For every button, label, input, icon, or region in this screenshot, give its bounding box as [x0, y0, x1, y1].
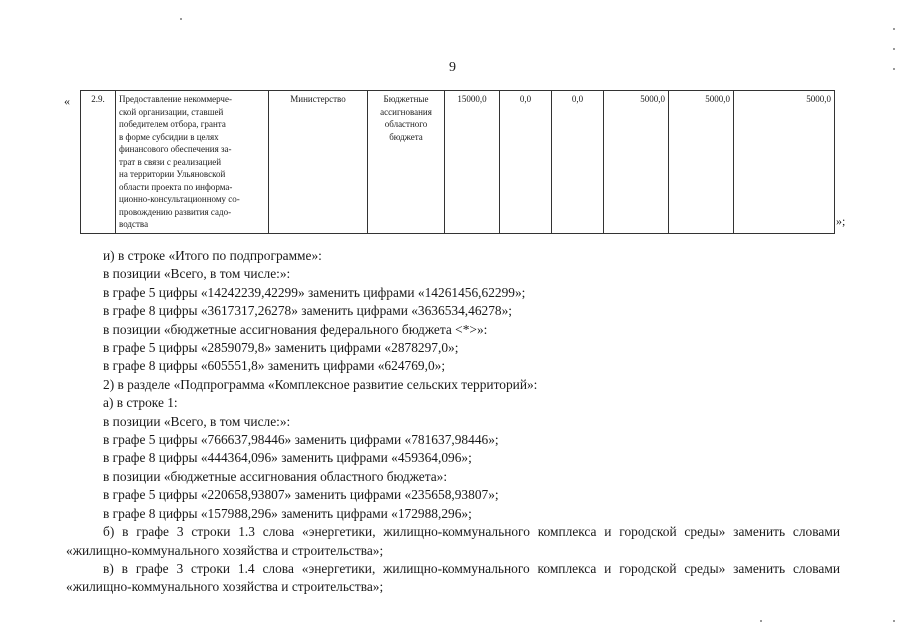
text-line: в графе 5 цифры «766637,98446» заменить цифрами «781637,98446»; — [103, 432, 499, 448]
document-body — [66, 247, 840, 597]
text-line: в графе 5 цифры «14242239,42299» заменить цифрами «14261456,62299»; — [103, 284, 526, 300]
scan-speck — [893, 28, 895, 30]
desc-line: в форме субсидии в целях — [119, 131, 219, 142]
scan-speck — [893, 620, 895, 622]
text-line: в позиции «Всего, в том числе:»: — [103, 413, 291, 429]
cell-value-3: 0,0 — [552, 91, 604, 234]
cell-executor: Министерство — [269, 91, 368, 234]
text-line: в позиции «бюджетные ассигнования областного бюджета»: — [103, 468, 448, 484]
text-line: 2) в разделе «Подпрограмма «Комплексное развитие сельских территорий»: — [103, 376, 538, 392]
text-line: в позиции «бюджетные ассигнования федерального бюджета <*>»: — [103, 321, 488, 337]
quote-open: « — [64, 94, 70, 108]
desc-line: Предоставление некоммерче- — [119, 94, 232, 104]
cell-description — [116, 91, 269, 234]
text-line: в графе 5 цифры «220658,93807» заменить цифрами «235658,93807»; — [103, 487, 499, 503]
desc-line: трат в связи с реализацией — [119, 156, 222, 167]
desc-line: ской организации, ставшей — [119, 106, 224, 117]
cell-value-5: 5000,0 — [669, 91, 734, 234]
desc-line: финансового обеспечения за- — [119, 144, 232, 154]
cell-value-6: 5000,0 — [734, 91, 835, 234]
text-line: в графе 8 цифры «157988,296» заменить цифрами «172988,296»; — [103, 505, 472, 521]
desc-line: водства — [119, 219, 149, 229]
desc-line: провождению развития садо- — [119, 206, 232, 217]
table-row — [81, 91, 835, 234]
scan-speck — [760, 620, 762, 622]
scan-speck — [180, 18, 182, 20]
text-line: в графе 8 цифры «605551,8» заменить цифрами «624769,0»; — [103, 358, 446, 374]
scan-speck — [893, 68, 895, 70]
text-line: в графе 8 цифры «444364,096» заменить цифрами «459364,096»; — [103, 450, 472, 466]
text-line: в позиции «Всего, в том числе:»: — [103, 266, 291, 282]
amendment-table — [80, 90, 835, 234]
cell-value-4: 5000,0 — [604, 91, 669, 234]
text-line: в графе 5 цифры «2859079,8» заменить цифрами «2878297,0»; — [103, 340, 459, 356]
page-number: 9 — [449, 60, 456, 75]
desc-line: ционно-консультационному со- — [119, 194, 240, 204]
desc-line: области проекта по информа- — [119, 181, 233, 192]
text-line: а) в строке 1: — [103, 395, 178, 411]
desc-line: победителем отбора, гранта — [119, 119, 226, 129]
desc-line: на территории Ульяновской — [119, 169, 226, 179]
quote-close: »; — [836, 214, 846, 228]
text-line: и) в строке «Итого по подпрограмме»: — [103, 248, 322, 263]
scan-speck — [893, 48, 895, 50]
cell-number: 2.9. — [81, 91, 116, 234]
cell-value-2: 0,0 — [500, 91, 552, 234]
cell-funding-source: Бюджетные ассигнования областного бюджета — [368, 91, 445, 234]
cell-total: 15000,0 — [445, 91, 500, 234]
text-paragraph: в) в графе 3 строки 1.4 слова «энергетики, жилищно-коммунального комплекса и городской среды» заменить словами «жилищно-коммунального хозяйства и строительства»; — [66, 560, 840, 595]
text-paragraph: б) в графе 3 строки 1.3 слова «энергетики, жилищно-коммунального комплекса и городской среды» заменить словами «жилищно-коммунального хозяйства и строительства»; — [66, 524, 840, 558]
text-line: в графе 8 цифры «3617317,26278» заменить цифрами «3636534,46278»; — [103, 303, 513, 319]
